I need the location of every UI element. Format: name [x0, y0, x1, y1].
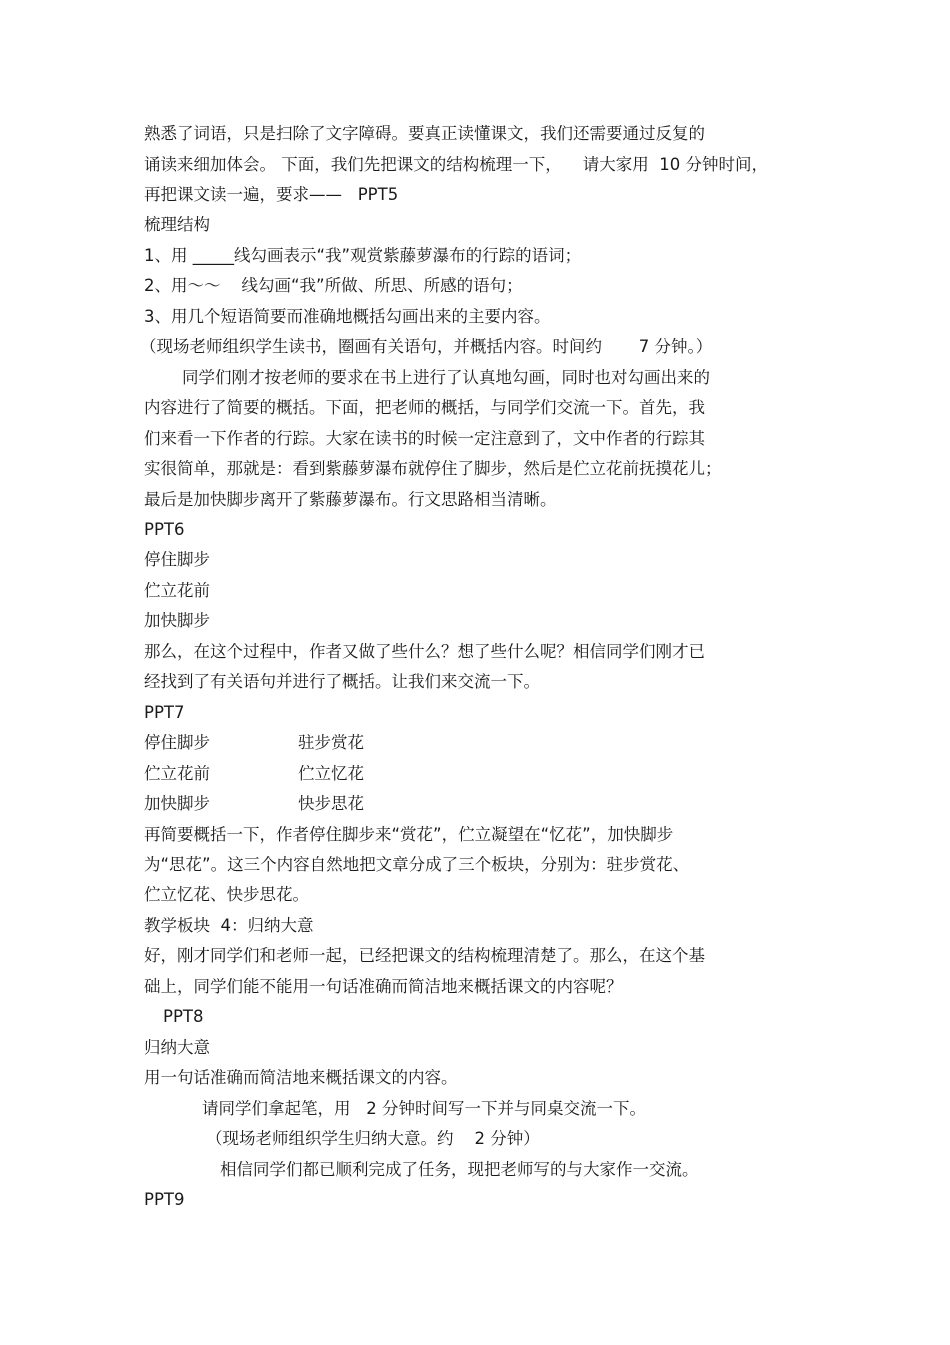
text-line: 好，刚才同学们和老师一起，已经把课文的结构梳理清楚了。那么，在这个基 [144, 946, 705, 965]
section-heading: 教学板块 4：归纳大意 [144, 916, 314, 935]
list-item: 1、用 _____线勾画表示“我”观赏紫藤萝瀑布的行踪的语词； [144, 246, 582, 265]
text-line-3: 再把课文读一遍，要求—— PPT5 [144, 185, 399, 204]
section-heading: 归纳大意 [144, 1038, 210, 1057]
section-heading: 梳理结构 [144, 215, 210, 234]
slide-label: PPT9 [144, 1190, 185, 1209]
stage-note: （现场老师组织学生归纳大意。约 2 分钟） [206, 1129, 540, 1148]
text-line: 用一句话准确而简洁地来概括课文的内容。 [144, 1068, 458, 1087]
text-line: 们来看一下作者的行踪。大家在读书的时候一定注意到了，文中作者的行踪其 [144, 429, 705, 448]
text-line-2: 诵读来细加体会。 下面，我们先把课文的结构梳理一下， 请大家用 10 分钟时间， [144, 155, 768, 174]
text-line: 经找到了有关语句并进行了概括。让我们来交流一下。 [144, 672, 540, 691]
list-item: 停住脚步 [144, 550, 210, 569]
text-line: 请同学们拿起笔，用 2 分钟时间写一下并与同桌交流一下。 [202, 1099, 646, 1118]
slide-label: PPT7 [144, 703, 185, 722]
list-item: 伫立花前 [144, 764, 210, 783]
slide-label: PPT8 [163, 1007, 204, 1026]
list-item: 2、用～～ 线勾画“我”所做、所思、所感的语句； [144, 276, 523, 295]
list-item: 快步思花 [298, 794, 364, 813]
text-line: 为“思花”。这三个内容自然地把文章分成了三个板块，分别为：驻步赏花、 [144, 855, 690, 874]
text-line: 础上，同学们能不能用一句话准确而简洁地来概括课文的内容呢？ [144, 977, 623, 996]
slide-label: PPT6 [144, 520, 185, 539]
list-item: 伫立忆花 [298, 764, 364, 783]
text-line: 最后是加快脚步离开了紫藤萝瀑布。行文思路相当清晰。 [144, 490, 557, 509]
text-line: 伫立忆花、快步思花。 [144, 885, 309, 904]
list-item: 加快脚步 [144, 794, 210, 813]
list-item: 驻步赏花 [298, 733, 364, 752]
text-line: 再简要概括一下，作者停住脚步来“赏花”，伫立凝望在“忆花”，加快脚步 [144, 825, 674, 844]
text-line: 实很简单，那就是：看到紫藤萝瀑布就停住了脚步，然后是伫立花前抚摸花儿； [144, 459, 722, 478]
list-item: 伫立花前 [144, 581, 210, 600]
text-line: 那么，在这个过程中，作者又做了些什么？想了些什么呢？相信同学们刚才已 [144, 642, 705, 661]
list-item: 3、用几个短语简要而准确地概括勾画出来的主要内容。 [144, 307, 551, 326]
list-item: 加快脚步 [144, 611, 210, 630]
text-line: 相信同学们都已顺利完成了任务，现把老师写的与大家作一交流。 [220, 1160, 699, 1179]
text-line: 同学们刚才按老师的要求在书上进行了认真地勾画，同时也对勾画出来的 [182, 368, 710, 387]
list-item: 停住脚步 [144, 733, 210, 752]
stage-note: （现场老师组织学生读书，圈画有关语句，并概括内容。时间约 7 分钟。） [140, 337, 713, 356]
text-line-1: 熟悉了词语，只是扫除了文字障碍。要真正读懂课文，我们还需要通过反复的 [144, 124, 705, 143]
text-line: 内容进行了简要的概括。下面，把老师的概括，与同学们交流一下。首先，我 [144, 398, 705, 417]
